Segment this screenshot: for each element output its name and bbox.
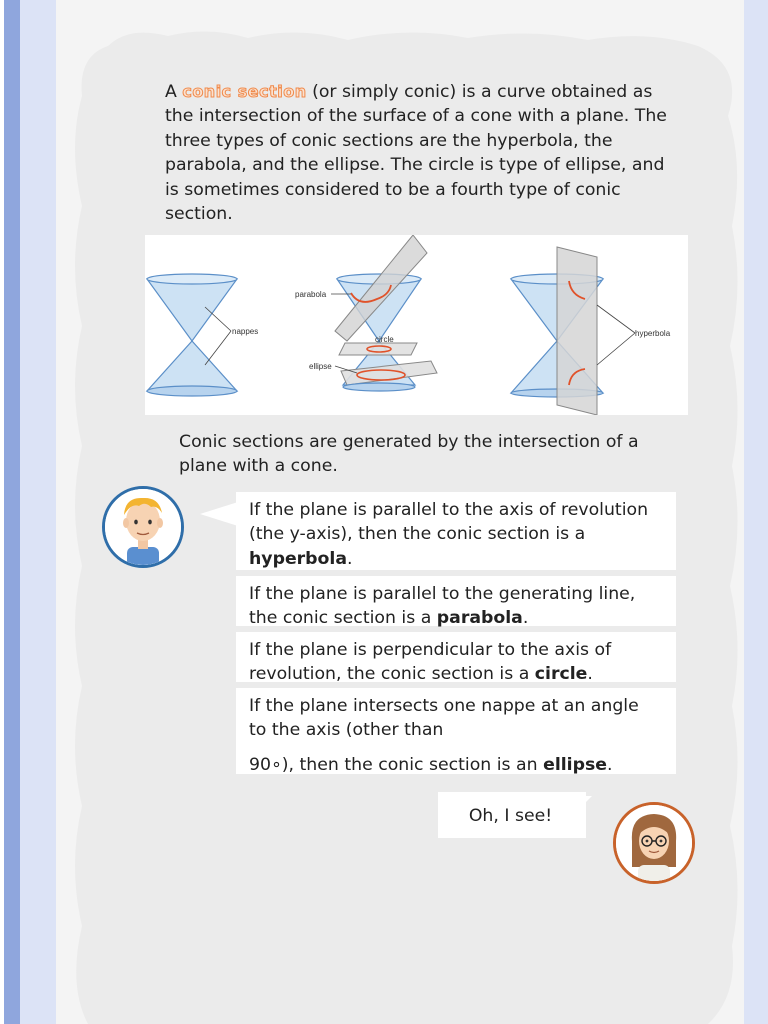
bubble-text: If the plane is parallel to the generating line, the conic section is a xyxy=(249,584,636,629)
bubble-text: If the plane is perpendicular to the axis of revolution, the conic section is a xyxy=(249,640,612,685)
conic-section-highlight: conic section xyxy=(182,82,307,101)
bubble-bold-term: parabola xyxy=(436,608,523,629)
bubble-text-line1: If the plane intersects one nappe at an angle to the axis (other than xyxy=(249,696,639,741)
speech-bubble-circle xyxy=(236,632,676,685)
boy-avatar xyxy=(102,486,184,568)
left-margin xyxy=(20,0,56,1024)
intro-prefix: A xyxy=(165,82,183,102)
bubble-tail-boy xyxy=(200,502,238,526)
bubble-text-end: . xyxy=(606,754,613,775)
subheading: Conic sections are generated by the intersection of a plane with a cone. xyxy=(179,432,639,477)
bubble-text: If the plane is parallel to the axis of revolution (the y-axis), then the conic section is a xyxy=(249,500,649,545)
reply-bubble: Oh, I see! xyxy=(438,792,586,838)
hyperbola-double-cone xyxy=(511,247,671,415)
sections-double-cone xyxy=(295,235,437,391)
bubble-text-line2: 90∘), then the conic section is an xyxy=(249,754,544,775)
bubble-bold-term: circle xyxy=(534,664,588,685)
speech-bubble-ellipse xyxy=(236,688,676,774)
bubble-tail-girl xyxy=(578,796,592,810)
bubble-bold-term: ellipse xyxy=(543,754,607,775)
right-margin xyxy=(744,0,768,1024)
intro-rest: (or simply conic) is a curve obtained as the intersection of the surface of a cone with a plane. The three types of conic sections are the hyperbola, the parabola, and the ellipse. The circle is type of ellipse, and is sometimes considered to be a fourth type of conic section. xyxy=(165,82,667,225)
conic-sections-figure xyxy=(145,235,688,415)
label-parabola: parabola xyxy=(295,290,327,299)
speech-bubble-parabola xyxy=(236,576,676,629)
label-nappes: nappes xyxy=(232,327,259,336)
bubble-bold-term: hyperbola xyxy=(249,548,348,569)
girl-avatar xyxy=(613,802,695,884)
bubble-text-end: . xyxy=(587,664,593,685)
label-hyperbola: hyperbola xyxy=(635,329,671,338)
left-border-stripe xyxy=(4,0,20,1024)
nappes-double-cone xyxy=(147,274,258,396)
bubble-text-end: . xyxy=(347,548,353,569)
label-circle: circle xyxy=(375,335,394,344)
intro-paragraph xyxy=(165,80,675,226)
bubble-text-end: . xyxy=(522,608,529,629)
speech-bubble-hyperbola xyxy=(236,492,676,570)
label-ellipse: ellipse xyxy=(309,362,332,371)
